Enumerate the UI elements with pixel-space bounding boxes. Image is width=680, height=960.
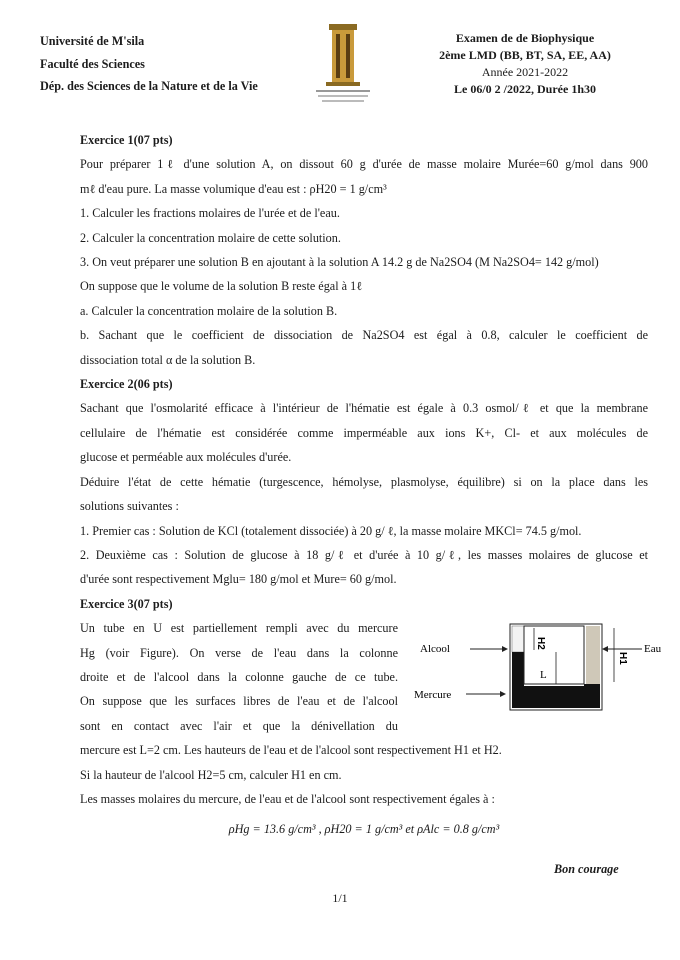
header-right	[425, 30, 625, 98]
exercise3-line3: droite et de l'alcool dans la colonne gauche de ce tube.	[80, 669, 398, 684]
university-logo	[312, 24, 374, 106]
exercise1-question-b-line1: b. Sachant que le coefficient de dissociation de Na2SO4 est égal à 0.8, calculer le coefficient de	[80, 328, 648, 343]
exercise1-question-b-line2: dissociation total α de la solution B.	[80, 352, 256, 367]
exercise3-line8: Les masses molaires du mercure, de l'eau et de l'alcool sont respectivement égales à :	[80, 791, 495, 806]
exercise3-line7: Si la hauteur de l'alcool H2=5 cm, calculer H1 en cm.	[80, 767, 342, 782]
exam-title: Examen de de Biophysique	[455, 31, 595, 45]
university-name: Université de M'sila	[40, 34, 145, 48]
eau-column	[586, 626, 600, 684]
exercise3-title: Exercice 3(07 pts)	[80, 596, 173, 611]
exercise3-line5: sont en contact avec l'air et que la dénivellation du	[80, 718, 398, 733]
exercise3-line4: On suppose que les surfaces libres de l'eau et de l'alcool	[80, 694, 398, 709]
academic-year: Année 2021-2022	[481, 65, 569, 79]
header-left	[40, 30, 258, 98]
faculty-name: Faculté des Sciences	[40, 56, 145, 71]
alcool-column	[512, 626, 524, 652]
exam-date: Le 06/0 2 /2022, Durée 1h30	[454, 82, 596, 96]
exercise1-intro-line1: Pour préparer 1ℓ d'une solution A, on dissout 60 g d'urée de masse molaire Murée=60 g/mol dans 900	[80, 157, 648, 172]
exercise2-p2-line2: solutions suivantes :	[80, 499, 179, 514]
exercise2-case2-line1: 2. Deuxième cas : Solution de glucose à 18 g/ℓ et d'urée à 10 g/ℓ, les masses molaires de glucose et	[80, 547, 648, 562]
exercise2-p1-line1: Sachant que l'osmolarité efficace à l'intérieur de l'hématie est égale à 0.3 osmol/ℓ et que la membrane	[80, 401, 648, 416]
exercise2-p2-line1: Déduire l'état de cette hématie (turgescence, hémolyse, plasmolyse, équilibre) si on la place dans les	[80, 474, 648, 489]
exercise1-question3: 3. On veut préparer une solution B en ajoutant à la solution A 14.2 g de Na2SO4 (M Na2SO4= 142 g/mol)	[80, 255, 599, 270]
exercise1-question3-cont: On suppose que le volume de la solution B reste égal à 1ℓ	[80, 279, 363, 294]
eau-label: Eau	[644, 643, 662, 655]
exercise1-question2: 2. Calculer la concentration molaire de cette solution.	[80, 230, 341, 245]
h1-label: H1	[617, 652, 628, 665]
exercise1-intro-line2: mℓ d'eau pure. La masse volumique d'eau est : ρH20 = 1 g/cm³	[80, 181, 387, 196]
exercise3-line6: mercure est L=2 cm. Les hauteurs de l'eau et de l'alcool sont respectivement H1 et H2.	[80, 743, 502, 758]
page-number: 1/1	[332, 891, 348, 905]
exam-level: 2ème LMD (BB, BT, SA, EE, AA)	[439, 48, 611, 62]
exercise1-title: Exercice 1(07 pts)	[80, 133, 173, 147]
exam-content	[80, 128, 648, 842]
department-name: Dép. des Sciences de la Nature et de la Vie	[40, 79, 258, 93]
closing-text: Bon courage	[554, 862, 619, 876]
density-formula: ρHg = 13.6 g/cm³ , ρH20 = 1 g/cm³ et ρAlc = 0.8 g/cm³	[228, 822, 500, 837]
exercise1-question-a: a. Calculer la concentration molaire de la solution B.	[80, 303, 338, 318]
u-tube-figure	[408, 616, 668, 724]
mercure-label: Mercure	[414, 689, 452, 701]
exercise2-p1-line3: glucose et perméable aux molécules d'urée.	[80, 450, 292, 465]
exercise2-title: Exercice 2(06 pts)	[80, 377, 173, 392]
exercise2-p1-line2: cellulaire de l'hématie est considérée comme imperméable aux ions K+, Cl- et aux molécules de	[80, 425, 648, 440]
l-label: L	[540, 669, 547, 681]
exercise1-question1: 1. Calculer les fractions molaires de l'urée et de l'eau.	[80, 206, 340, 221]
exercise3-line2: Hg (voir Figure). On verse de l'eau dans la colonne	[80, 645, 398, 660]
alcool-label: Alcool	[420, 643, 450, 655]
h2-label: H2	[535, 637, 546, 650]
exercise2-case2-line2: d'urée sont respectivement Mglu= 180 g/mol et Mure= 60 g/mol.	[80, 572, 397, 587]
exercise3-line1: Un tube en U est partiellement rempli avec du mercure	[80, 621, 398, 636]
exercise2-case1: 1. Premier cas : Solution de KCl (totalement dissociée) à 20 g/ ℓ, la masse molaire MKCl= 74.5 g/mol.	[80, 523, 582, 538]
